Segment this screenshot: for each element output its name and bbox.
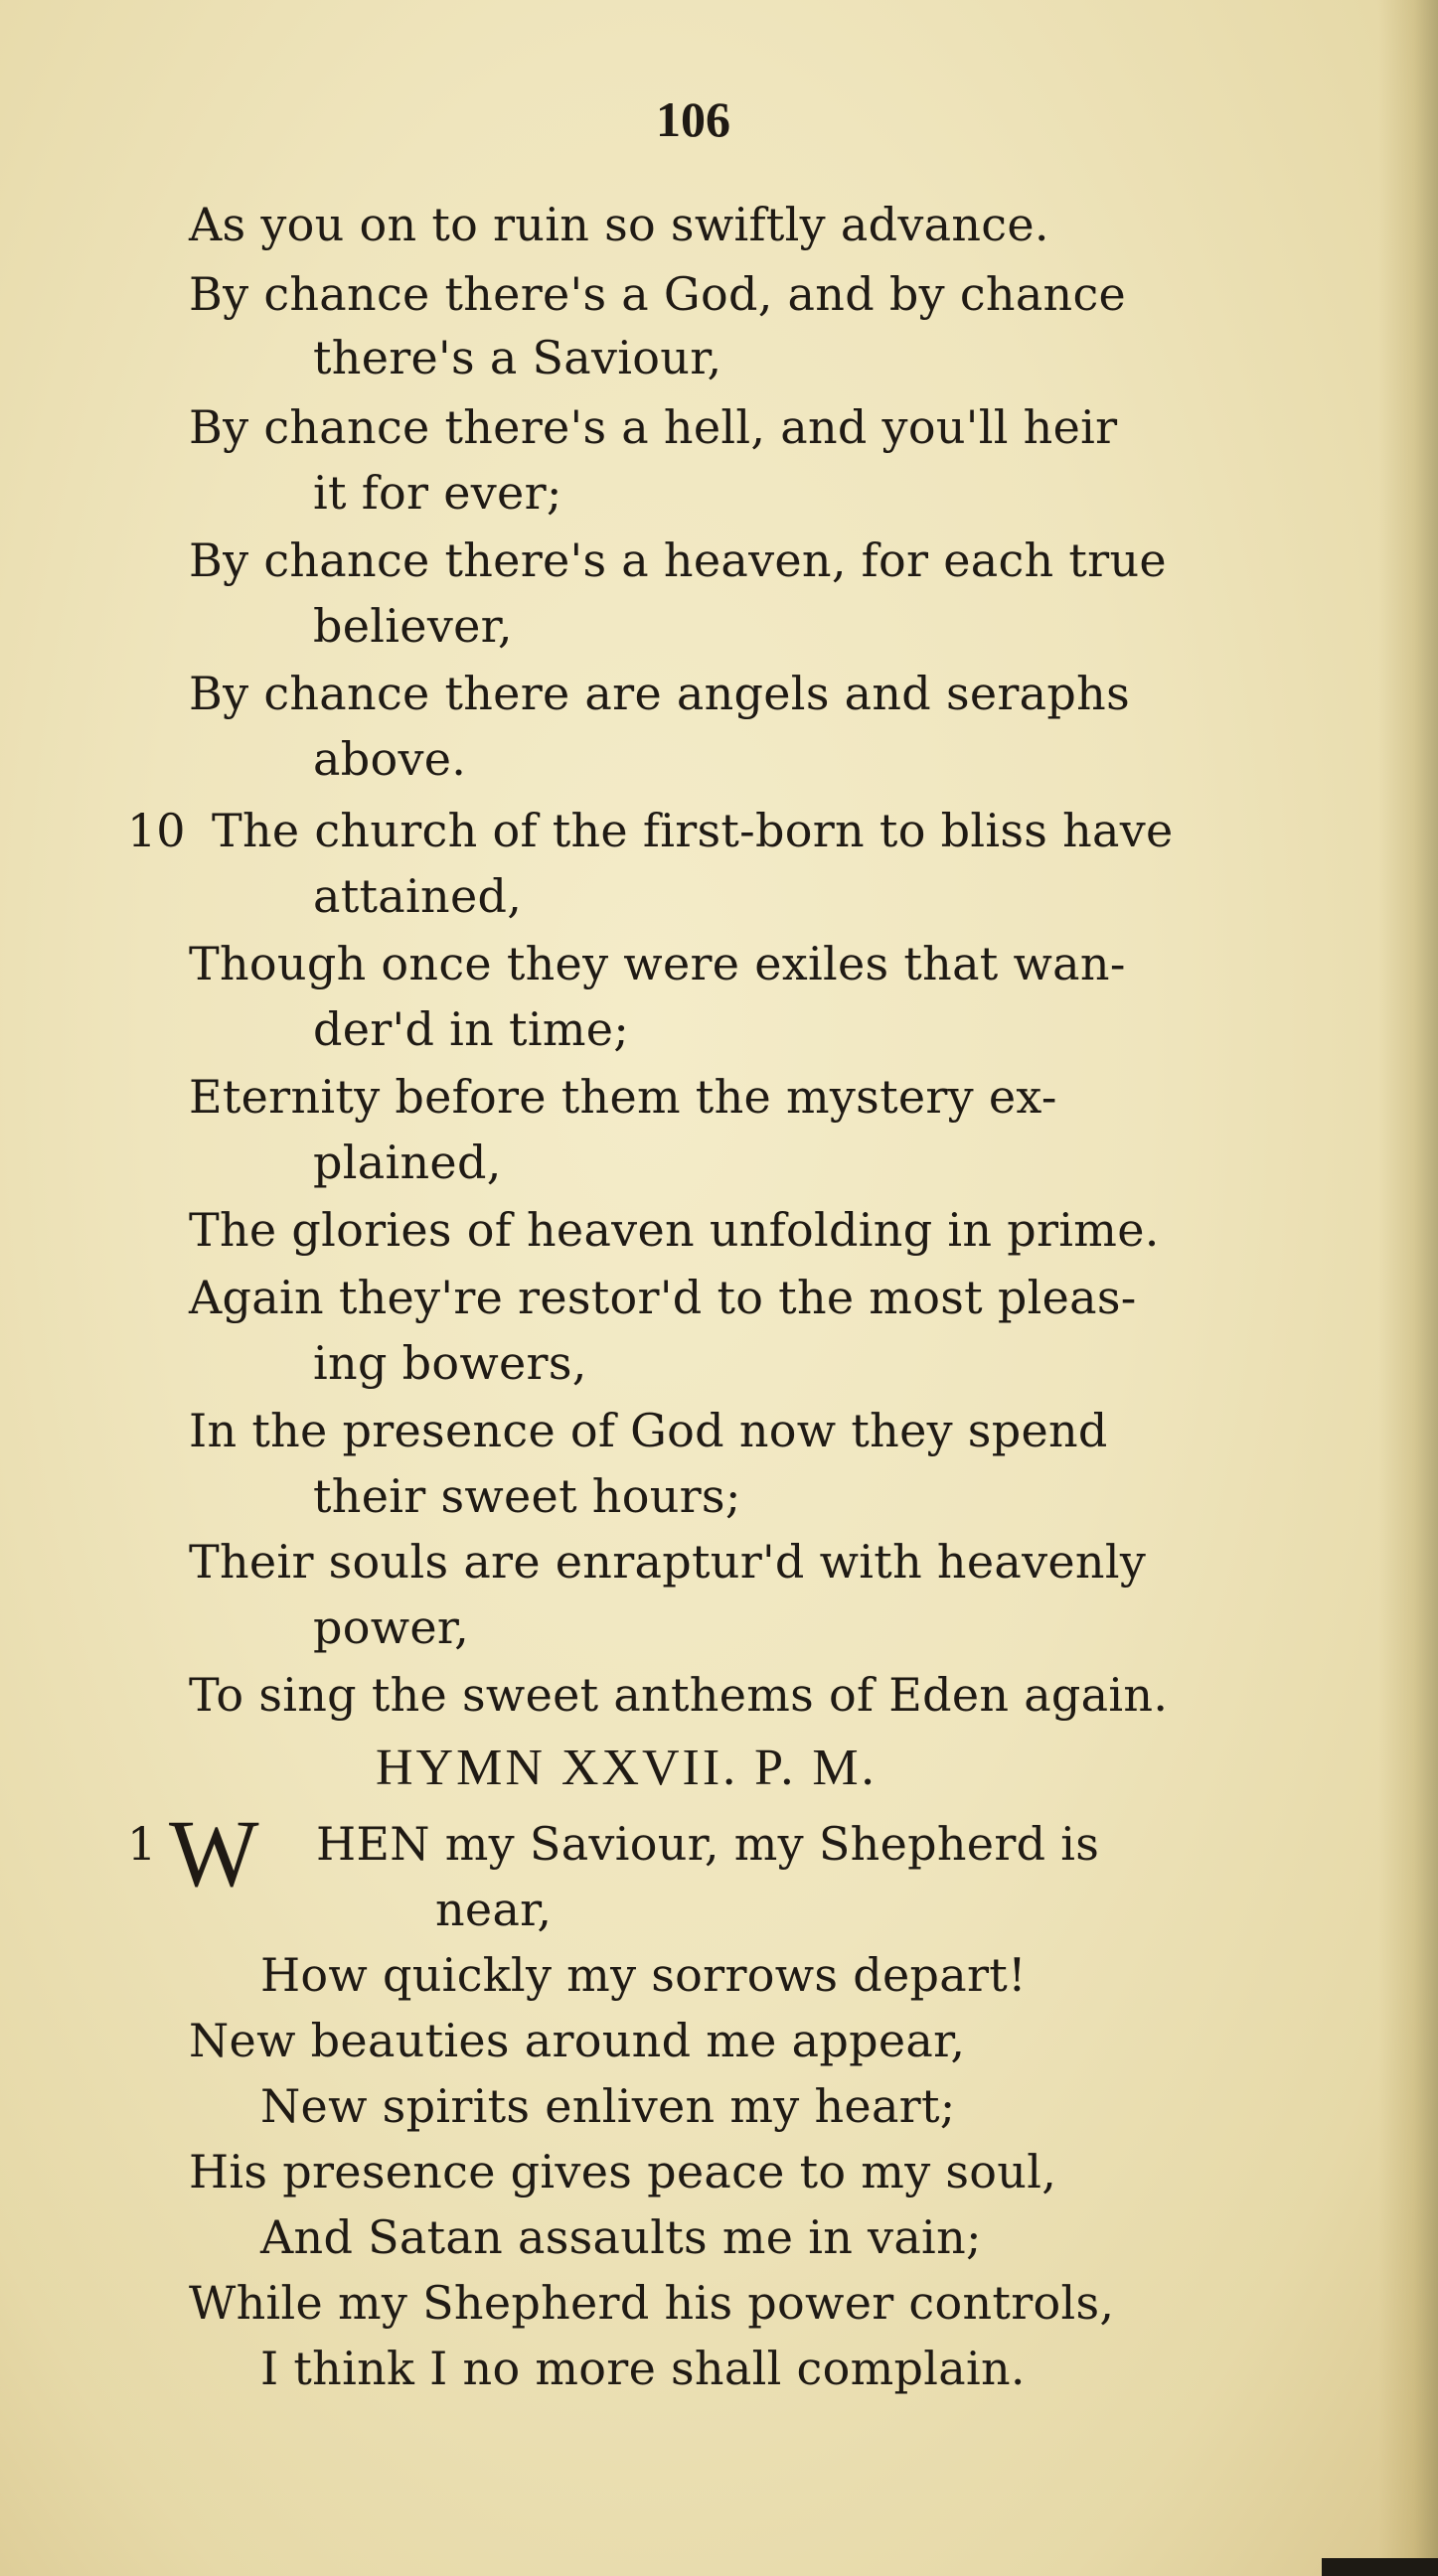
text-line: While my Shepherd his power controls, (189, 2276, 1115, 2330)
text-line: Again they're restor'd to the most pleas- (189, 1271, 1137, 1324)
text-line: By chance there's a God, and by chance (189, 267, 1127, 321)
text-line: To sing the sweet anthems of Eden again. (189, 1668, 1169, 1722)
text-line: Though once they were exiles that wan- (189, 937, 1126, 990)
verse-number: 1 (127, 1817, 157, 1871)
text-line: In the presence of God now they spend (189, 1404, 1108, 1457)
text-line: their sweet hours; (313, 1469, 741, 1523)
drop-cap: W (169, 1800, 259, 1906)
verse-number: 10 (127, 804, 186, 857)
text-line: there's a Saviour, (313, 331, 722, 384)
text-line: As you on to ruin so swiftly advance. (189, 198, 1049, 251)
text-line: above. (313, 732, 467, 786)
page-edge-shadow (1378, 0, 1438, 2576)
page-corner-dark (1322, 2558, 1438, 2576)
page-number: 106 (656, 91, 730, 147)
text-line: His presence gives peace to my soul, (189, 2145, 1057, 2198)
text-line: I think I no more shall complain. (260, 2342, 1026, 2395)
text-line: New spirits enliven my heart; (260, 2079, 956, 2133)
text-line: By chance there's a heaven, for each true (189, 533, 1167, 587)
text-line: By chance there's a hell, and you'll heir (189, 400, 1118, 454)
text-line: By chance there are angels and seraphs (189, 667, 1130, 720)
text-line: it for ever; (313, 466, 562, 520)
hymn-heading: HYMN XXVII. P. M. (376, 1740, 878, 1796)
text-line: believer, (313, 599, 513, 653)
text-line: attained, (313, 869, 523, 923)
text-line: HEN my Saviour, my Shepherd is (316, 1817, 1100, 1871)
text-line: And Satan assaults me in vain; (260, 2210, 982, 2264)
text-line: near, (435, 1883, 553, 1936)
text-line: ing bowers, (313, 1336, 587, 1390)
text-line: The church of the first-born to bliss have (212, 804, 1174, 857)
text-line: Eternity before them the mystery ex- (189, 1070, 1057, 1124)
text-line: plained, (313, 1136, 502, 1189)
text-line: New beauties around me appear, (189, 2014, 966, 2067)
text-line: Their souls are enraptur'd with heavenly (189, 1535, 1147, 1589)
text-line: How quickly my sorrows depart! (260, 1948, 1027, 2002)
text-line: der'd in time; (313, 1002, 630, 1056)
text-line: The glories of heaven unfolding in prime. (189, 1203, 1160, 1257)
text-line: power, (313, 1600, 470, 1654)
